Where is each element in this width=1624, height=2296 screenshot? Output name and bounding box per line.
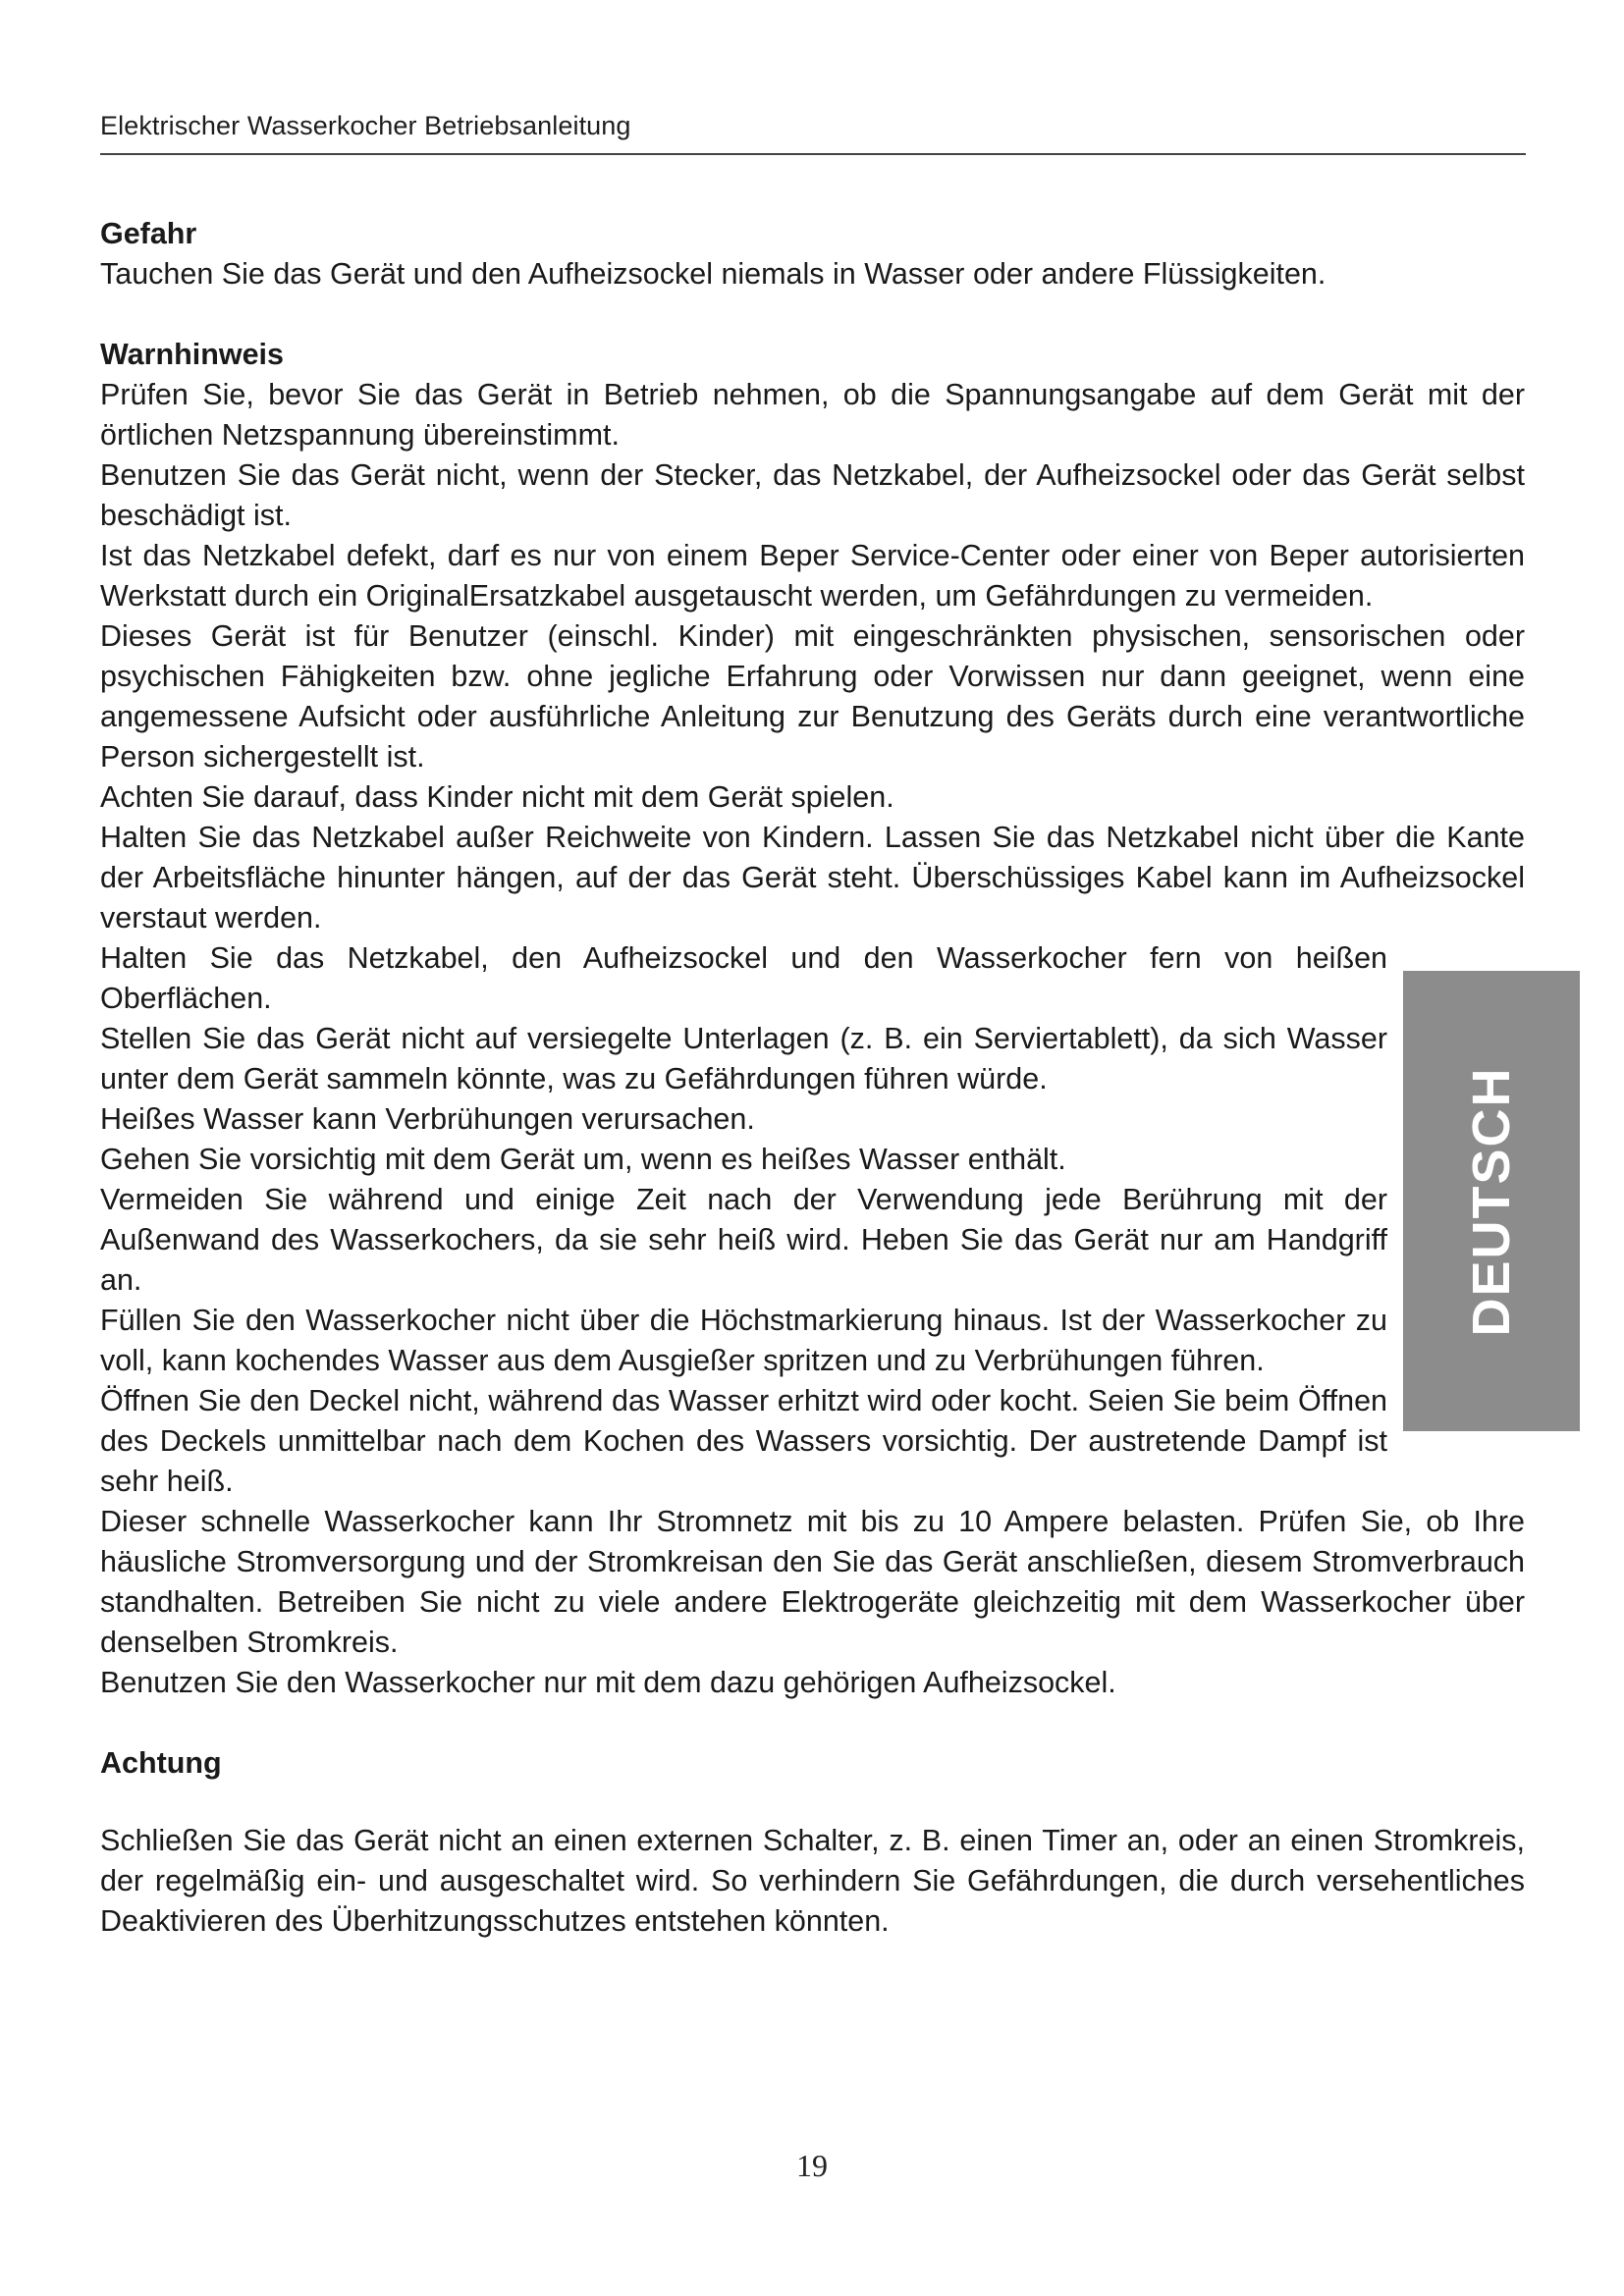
paragraph: Halten Sie das Netzkabel, den Aufheizsockel und den Wasserkocher fern von heißen Oberflächen. [100, 941, 1387, 1015]
paragraph: Dieses Gerät ist für Benutzer (einschl. Kinder) mit eingeschränkten physischen, sensorischen oder psychischen Fähigkeiten bzw. ohne jegliche Erfahrung oder Vorwissen nur dann geeignet, wenn eine angemessene Aufsicht oder ausführliche Anleitung zur Benutzung des Geräts durch eine verantwortliche Person sichergestellt ist. [100, 619, 1525, 774]
paragraph: Dieser schnelle Wasserkocher kann Ihr Stromnetz mit bis zu 10 Ampere belasten. Prüfen Sie, ob Ihre häusliche Stromversorgung und der Stromkreisan den Sie das Gerät anschließen, diesem Stromverbrauch standhalten. Betreiben Sie nicht zu viele andere Elektrogeräte gleichzeitig mit dem Wasserkocher über denselben Stromkreis. [100, 1505, 1525, 1659]
section-heading-achtung: Achtung [100, 1746, 222, 1780]
paragraph: Stellen Sie das Gerät nicht auf versiegelte Unterlagen (z. B. ein Serviertablett), da sich Wasser unter dem Gerät sammeln könnte, was zu Gefährdungen führen würde. [100, 1022, 1387, 1095]
paragraph: Öffnen Sie den Deckel nicht, während das Wasser erhitzt wird oder kocht. Seien Sie beim Öffnen des Deckels unmittelbar nach dem Kochen des Wassers vorsichtig. Der austretende Dampf ist sehr heiß. [100, 1384, 1387, 1498]
paragraph: Vermeiden Sie während und einige Zeit nach der Verwendung jede Berührung mit der Außenwand des Wasserkochers, da sie sehr heiß wird. Heben Sie das Gerät nur am Handgriff an. [100, 1183, 1387, 1297]
section-heading-warnhinweis: Warnhinweis [100, 338, 284, 371]
language-tab [1403, 971, 1580, 1431]
language-tab-label: DEUTSCH [1462, 1065, 1521, 1337]
paragraph: Prüfen Sie, bevor Sie das Gerät in Betrieb nehmen, ob die Spannungsangabe auf dem Gerät mit der örtlichen Netzspannung übereinstimmt. [100, 378, 1525, 452]
paragraph: Achten Sie darauf, dass Kinder nicht mit dem Gerät spielen. [100, 780, 894, 814]
paragraph: Heißes Wasser kann Verbrühungen verursachen. [100, 1102, 755, 1136]
document-body [100, 214, 1525, 1942]
section-heading-gefahr: Gefahr [100, 217, 197, 250]
paragraph: Füllen Sie den Wasserkocher nicht über die Höchstmarkierung hinaus. Ist der Wasserkocher zu voll, kann kochendes Wasser aus dem Ausgießer spritzen und zu Verbrühungen führen. [100, 1304, 1387, 1377]
paragraph: Benutzen Sie den Wasserkocher nur mit dem dazu gehörigen Aufheizsockel. [100, 1666, 1116, 1699]
page-number: 19 [796, 2148, 828, 2183]
paragraph: Tauchen Sie das Gerät und den Aufheizsockel niemals in Wasser oder andere Flüssigkeiten. [100, 257, 1326, 291]
document-header: Elektrischer Wasserkocher Betriebsanleitung [100, 111, 631, 140]
paragraph: Schließen Sie das Gerät nicht an einen externen Schalter, z. B. einen Timer an, oder an einen Stromkreis, der regelmäßig ein- und ausgeschaltet wird. So verhindern Sie Gefährdungen, die durch versehentliches Deaktivieren des Überhitzungsschutzes entstehen könnten. [100, 1824, 1525, 1938]
paragraph: Ist das Netzkabel defekt, darf es nur von einem Beper Service-Center oder einer von Beper autorisierten Werkstatt durch ein OriginalErsatzkabel ausgetauscht werden, um Gefährdungen zu vermeiden. [100, 539, 1525, 613]
paragraph: Benutzen Sie das Gerät nicht, wenn der Stecker, das Netzkabel, der Aufheizsockel oder das Gerät selbst beschädigt ist. [100, 458, 1525, 532]
header-divider [100, 153, 1526, 155]
paragraph: Halten Sie das Netzkabel außer Reichweite von Kindern. Lassen Sie das Netzkabel nicht über die Kante der Arbeitsfläche hinunter hängen, auf der das Gerät steht. Überschüssiges Kabel kann im Aufheizsockel verstaut werden. [100, 821, 1525, 934]
paragraph: Gehen Sie vorsichtig mit dem Gerät um, wenn es heißes Wasser enthält. [100, 1143, 1066, 1176]
